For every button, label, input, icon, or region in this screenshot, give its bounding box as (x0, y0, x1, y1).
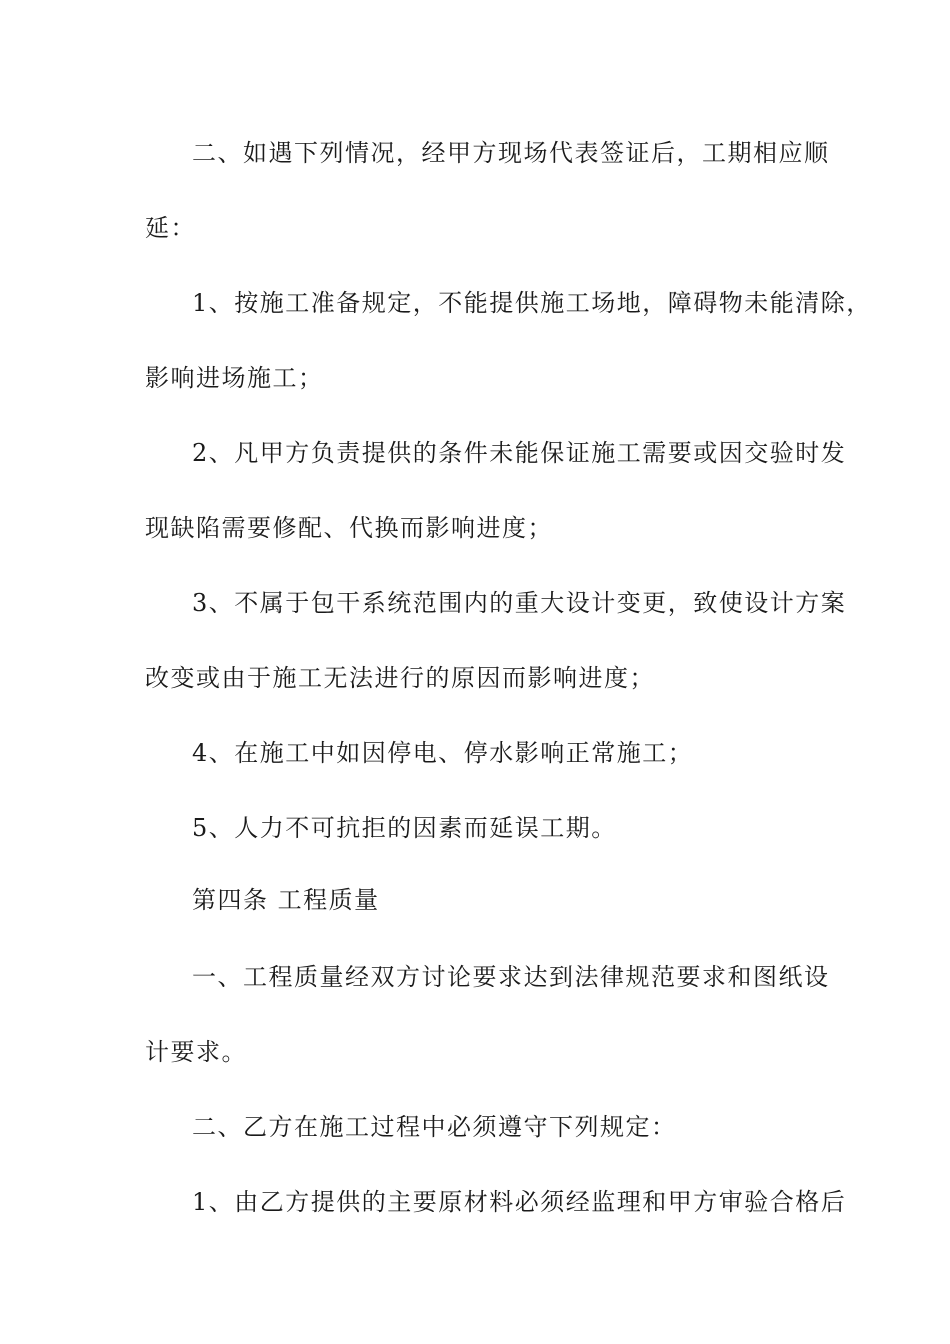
clause-2-delay-conditions-line-1: 二、如遇下列情况，经甲方现场代表签证后，工期相应顺 (192, 139, 830, 167)
quality-item-1-line: 1、由乙方提供的主要原材料必须经监理和甲方审验合格后 (192, 1188, 847, 1216)
article-4-heading: 第四条 工程质量 (192, 886, 380, 914)
item-3-line-2: 改变或由于施工无法进行的原因而影响进度； (145, 664, 655, 692)
item-1-line-2: 影响进场施工； (145, 364, 324, 392)
item-1-line-1: 1、按施工准备规定，不能提供施工场地，障碍物未能清除， (192, 289, 872, 317)
quality-clause-1-line-2: 计要求。 (145, 1038, 247, 1066)
item-5-line: 5、人力不可抗拒的因素而延误工期。 (192, 814, 617, 842)
quality-clause-1-line-1: 一、工程质量经双方讨论要求达到法律规范要求和图纸设 (192, 963, 830, 991)
item-3-line-1: 3、不属于包干系统范围内的重大设计变更，致使设计方案 (192, 589, 847, 617)
item-2-line-1: 2、凡甲方负责提供的条件未能保证施工需要或因交验时发 (192, 439, 847, 467)
quality-clause-2-line: 二、乙方在施工过程中必须遵守下列规定： (192, 1113, 677, 1141)
item-4-line: 4、在施工中如因停电、停水影响正常施工； (192, 739, 694, 767)
clause-2-delay-conditions-line-2: 延： (145, 214, 196, 242)
item-2-line-2: 现缺陷需要修配、代换而影响进度； (145, 514, 553, 542)
